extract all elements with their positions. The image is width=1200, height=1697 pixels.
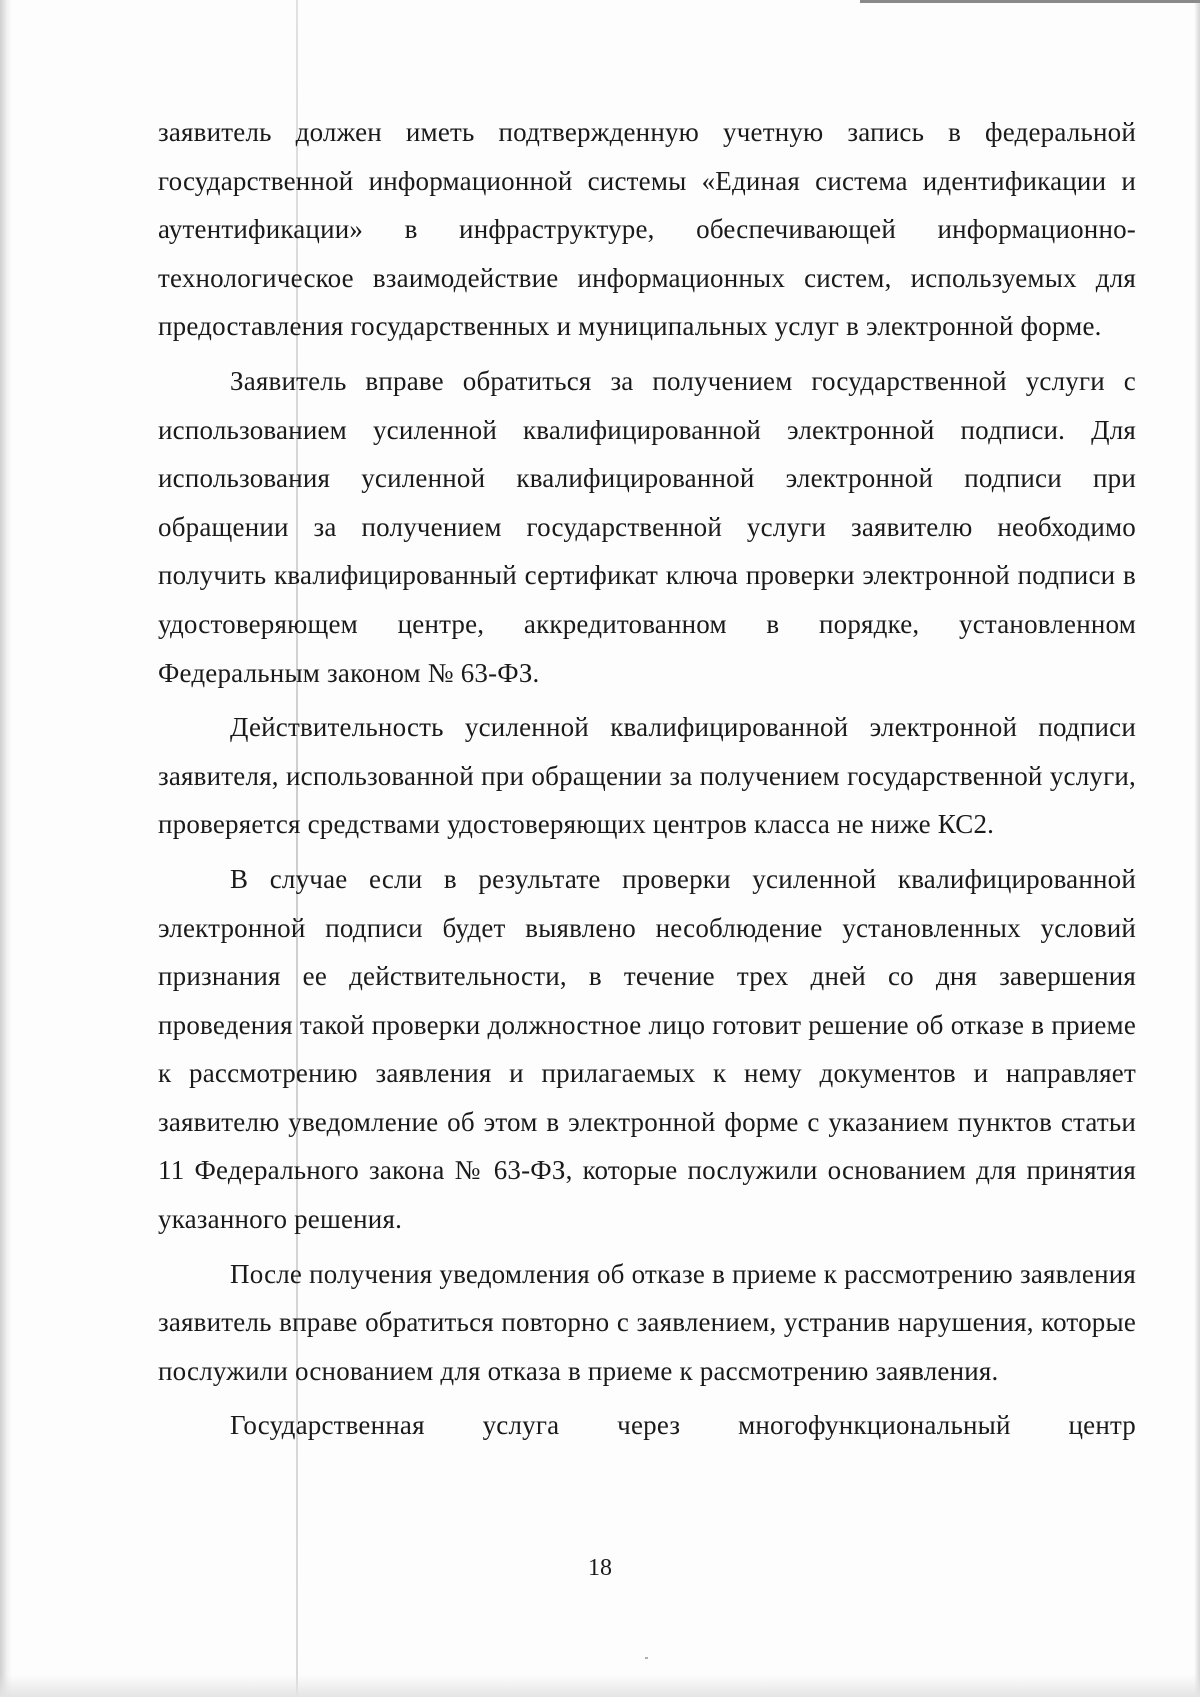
document-body: [158, 108, 1136, 1450]
paragraph-1: заявитель должен иметь подтвержденную учетную запись в федеральной государственной информационной системы «Единая система идентификации и аутентификации» в инфраструктуре, обеспечивающей информационно-технологическое взаимодействие информационных систем, используемых для предоставления государственных и муниципальных услуг в электронной форме.: [158, 117, 1136, 342]
scan-speck: [645, 1657, 648, 1659]
paragraph-6: Государственная услуга через многофункциональный центр: [230, 1410, 1136, 1441]
paragraph-4: В случае если в результате проверки усиленной квалифицированной электронной подписи будет выявлено несоблюдение установленных условий признания ее действительности, в течение трех дней со дня завершения проведения такой проверки должностное лицо готовит решение об отказе в приеме к рассмотрению заявления и прилагаемых к нему документов и направляет заявителю уведомление об этом в электронной форме с указанием пунктов статьи 11 Федерального закона № 63-ФЗ, которые послужили основанием для принятия указанного решения.: [158, 863, 1136, 1235]
scan-bottom-shadow: [0, 1675, 1200, 1697]
scan-top-edge: [860, 0, 1200, 3]
paragraph-5: После получения уведомления об отказе в приеме к рассмотрению заявления заявитель вправе обратиться повторно с заявлением, устранив нарушения, которые послужили основанием для отказа в приеме к рассмотрению заявления.: [158, 1258, 1136, 1386]
scan-edge-left: [0, 0, 12, 1697]
page-number: 18: [588, 1555, 612, 1581]
paragraph-3: Действительность усиленной квалифицированной электронной подписи заявителя, использованной при обращении за получением государственной услуги, проверяется средствами удостоверяющих центров класса не ниже КС2.: [158, 712, 1136, 840]
scan-edge-right: [1194, 0, 1200, 1697]
paragraph-2: Заявитель вправе обратиться за получением государственной услуги с использованием усиленной квалифицированной электронной подписи. Для использования усиленной квалифицированной электронной подписи при обращении за получением государственной услуги заявителю необходимо получить квалифицированный сертификат ключа проверки электронной подписи в удостоверяющем центре, аккредитованном в порядке, установленном Федеральным законом № 63-ФЗ.: [158, 365, 1136, 688]
